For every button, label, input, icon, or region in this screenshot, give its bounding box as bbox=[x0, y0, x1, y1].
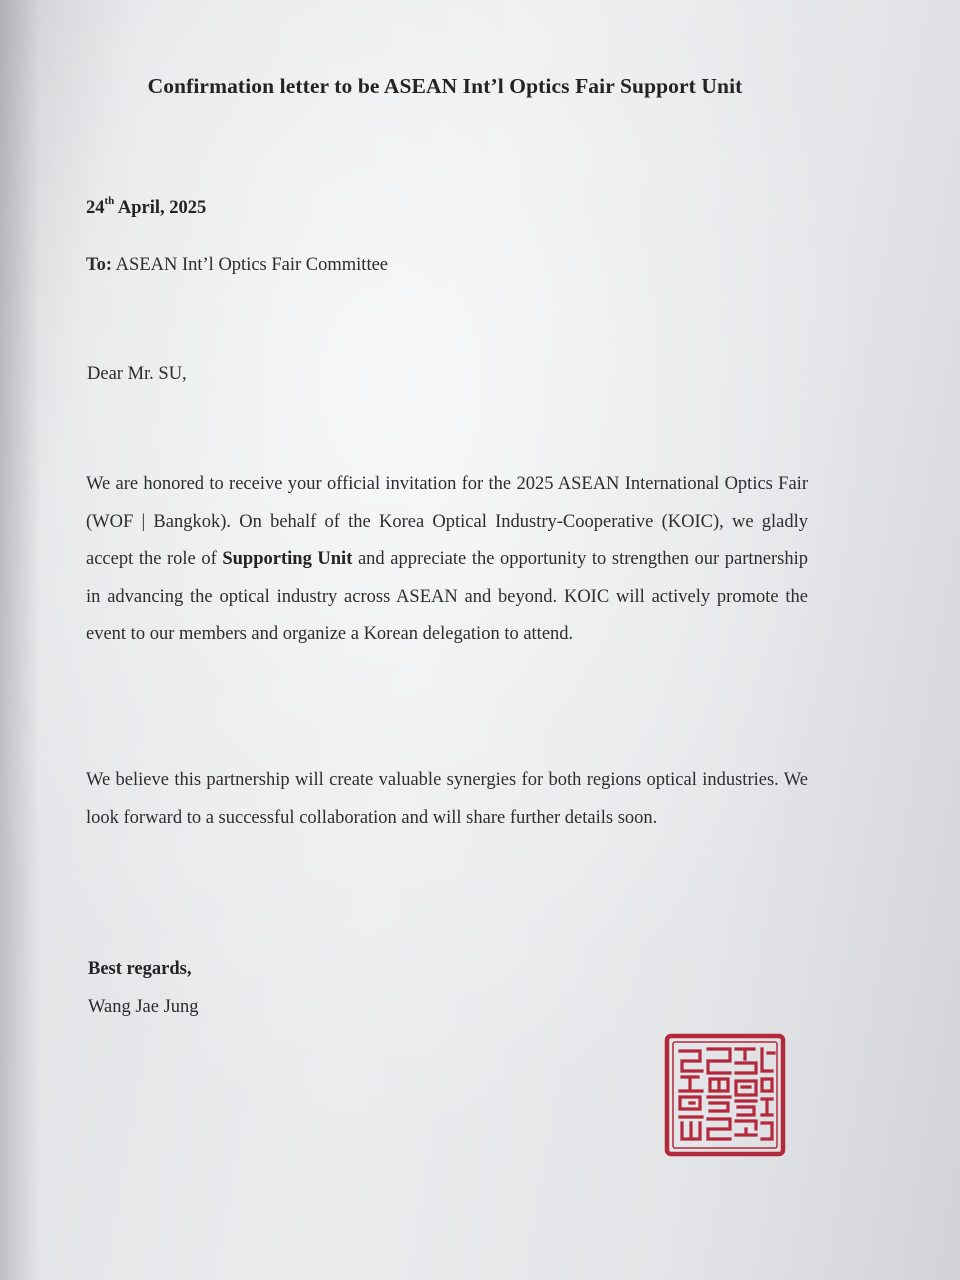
salutation: Dear Mr. SU, bbox=[87, 364, 187, 384]
date-rest: April, 2025 bbox=[114, 198, 207, 218]
body-paragraph-1 bbox=[86, 466, 808, 654]
signer-name: Wang Jae Jung bbox=[88, 997, 199, 1017]
date-day: 24 bbox=[86, 198, 105, 218]
letter-date bbox=[86, 194, 207, 219]
to-label: To: bbox=[86, 255, 113, 275]
letter-title: Confirmation letter to be ASEAN Int’l Optics Fair Support Unit bbox=[147, 74, 743, 98]
recipient-name: ASEAN Int’l Optics Fair Committee bbox=[112, 255, 388, 275]
paragraph1-text-end: and appreciate the opportunity to strengthen our partnership in advancing the optical industry across ASEAN and beyond. KOIC will actively promote the event to our members and organize a Korean delegation to attend. bbox=[86, 549, 809, 644]
paragraph1-text-start: We are honored to receive your official invitation for the 2025 ASEAN International Optics Fair (WOF | Bangkok). On behalf of the Korea Optical Industry-Cooperative (KOIC), we gladly accept the role of bbox=[86, 474, 808, 569]
body-paragraph-2: We believe this partnership will create valuable synergies for both regions optical industries. We look forward to a successful collaboration and will share further details soon. bbox=[86, 770, 808, 828]
date-day-suffix: th bbox=[104, 194, 115, 207]
paragraph1-bold-role: Supporting Unit bbox=[222, 549, 353, 569]
recipient-line bbox=[86, 255, 388, 276]
seal-stamp-icon bbox=[664, 1033, 786, 1157]
page-shadow bbox=[0, 0, 40, 1280]
closing: Best regards, bbox=[88, 959, 192, 979]
